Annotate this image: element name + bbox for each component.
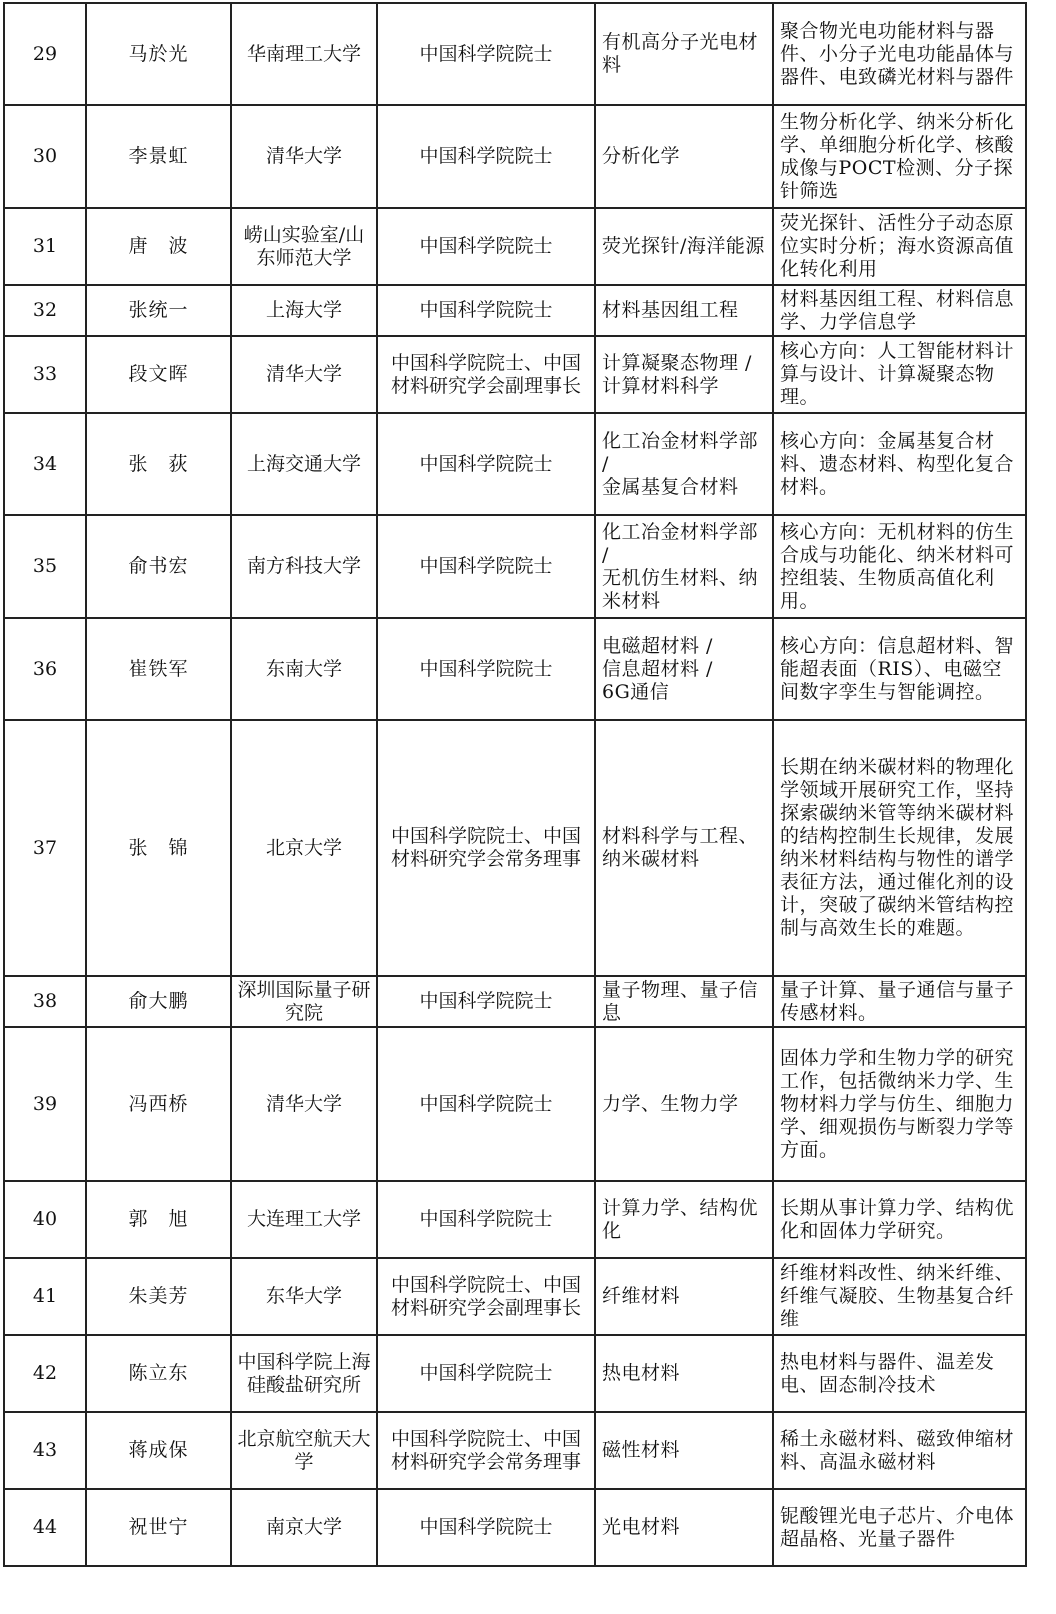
table-row [4,976,1026,1027]
table-row [4,413,1026,515]
academician-name: 段文晖 [86,336,231,413]
research-field: 光电材料 [595,1489,773,1566]
honor-title: 中国科学院院士 [377,3,595,105]
research-direction: 核心方向：无机材料的仿生合成与功能化、纳米材料可控组装、生物质高值化利用。 [773,515,1026,618]
honor-title: 中国科学院院士 [377,105,595,208]
academician-name: 祝世宁 [86,1489,231,1566]
row-number: 34 [4,413,86,515]
research-direction: 荧光探针、活性分子动态原位实时分析；海水资源高值化转化利用 [773,208,1026,285]
row-number: 44 [4,1489,86,1566]
research-direction: 稀土永磁材料、磁致伸缩材料、高温永磁材料 [773,1412,1026,1489]
row-number: 33 [4,336,86,413]
honor-title: 中国科学院院士、中国材料研究学会副理事长 [377,336,595,413]
affiliation: 中国科学院上海硅酸盐研究所 [231,1335,377,1412]
research-field: 热电材料 [595,1335,773,1412]
honor-title: 中国科学院院士 [377,515,595,618]
research-field: 材料科学与工程、纳米碳材料 [595,720,773,976]
affiliation: 大连理工大学 [231,1181,377,1258]
row-number: 35 [4,515,86,618]
affiliation: 华南理工大学 [231,3,377,105]
table-row [4,105,1026,208]
affiliation: 南方科技大学 [231,515,377,618]
affiliation: 深圳国际量子研究院 [231,976,377,1027]
table-row [4,336,1026,413]
table-row [4,1258,1026,1335]
research-field: 荧光探针/海洋能源 [595,208,773,285]
research-field: 材料基因组工程 [595,285,773,336]
affiliation: 清华大学 [231,1027,377,1181]
research-field: 化工冶金材料学部 / 无机仿生材料、纳米材料 [595,515,773,618]
research-direction: 固体力学和生物力学的研究工作，包括微纳米力学、生物材料力学与仿生、细胞力学、细观损伤与断裂力学等方面。 [773,1027,1026,1181]
table-row [4,208,1026,285]
research-field: 计算力学、结构优化 [595,1181,773,1258]
table-row [4,1027,1026,1181]
row-number: 41 [4,1258,86,1335]
table-row [4,618,1026,720]
academician-name: 冯西桥 [86,1027,231,1181]
research-direction: 材料基因组工程、材料信息学、力学信息学 [773,285,1026,336]
academician-name: 陈立东 [86,1335,231,1412]
honor-title: 中国科学院院士 [377,976,595,1027]
research-field: 磁性材料 [595,1412,773,1489]
research-field: 量子物理、量子信息 [595,976,773,1027]
academician-name: 崔铁军 [86,618,231,720]
academician-name: 张 锦 [86,720,231,976]
honor-title: 中国科学院院士 [377,618,595,720]
research-direction: 生物分析化学、纳米分析化学、单细胞分析化学、核酸成像与POCT检测、分子探针筛选 [773,105,1026,208]
research-field: 分析化学 [595,105,773,208]
row-number: 36 [4,618,86,720]
row-number: 40 [4,1181,86,1258]
honor-title: 中国科学院院士 [377,285,595,336]
academician-name: 马於光 [86,3,231,105]
research-field: 有机高分子光电材料 [595,3,773,105]
row-number: 29 [4,3,86,105]
research-direction: 聚合物光电功能材料与器件、小分子光电功能晶体与器件、电致磷光材料与器件 [773,3,1026,105]
research-field: 化工冶金材料学部 / 金属基复合材料 [595,413,773,515]
research-direction: 热电材料与器件、温差发电、固态制冷技术 [773,1335,1026,1412]
honor-title: 中国科学院院士、中国材料研究学会副理事长 [377,1258,595,1335]
academician-name: 俞书宏 [86,515,231,618]
table-row [4,1412,1026,1489]
table-row [4,1489,1026,1566]
academician-name: 郭 旭 [86,1181,231,1258]
research-direction: 核心方向：人工智能材料计算与设计、计算凝聚态物理。 [773,336,1026,413]
affiliation: 北京航空航天大学 [231,1412,377,1489]
affiliation: 清华大学 [231,105,377,208]
research-direction: 量子计算、量子通信与量子传感材料。 [773,976,1026,1027]
research-direction: 纤维材料改性、纳米纤维、纤维气凝胶、生物基复合纤维 [773,1258,1026,1335]
table-row [4,1335,1026,1412]
table-row [4,1181,1026,1258]
honor-title: 中国科学院院士 [377,208,595,285]
academician-name: 唐 波 [86,208,231,285]
table-body [4,3,1026,1566]
honor-title: 中国科学院院士 [377,1027,595,1181]
research-direction: 长期从事计算力学、结构优化和固体力学研究。 [773,1181,1026,1258]
affiliation: 崂山实验室/山东师范大学 [231,208,377,285]
research-direction: 核心方向：信息超材料、智能超表面（RIS）、电磁空间数字孪生与智能调控。 [773,618,1026,720]
academician-name: 俞大鹏 [86,976,231,1027]
table-row [4,285,1026,336]
affiliation: 东南大学 [231,618,377,720]
research-field: 纤维材料 [595,1258,773,1335]
affiliation: 上海交通大学 [231,413,377,515]
honor-title: 中国科学院院士 [377,1335,595,1412]
honor-title: 中国科学院院士 [377,1181,595,1258]
research-field: 力学、生物力学 [595,1027,773,1181]
row-number: 42 [4,1335,86,1412]
affiliation: 北京大学 [231,720,377,976]
row-number: 32 [4,285,86,336]
academician-name: 李景虹 [86,105,231,208]
academician-name: 蒋成保 [86,1412,231,1489]
research-field: 电磁超材料 / 信息超材料 / 6G通信 [595,618,773,720]
row-number: 43 [4,1412,86,1489]
research-direction: 长期在纳米碳材料的物理化学领域开展研究工作，坚持探索碳纳米管等纳米碳材料的结构控制生长规律，发展纳米材料结构与物性的谱学表征方法，通过催化剂的设计，突破了碳纳米管结构控制与高效生长的难题。 [773,720,1026,976]
table-row [4,3,1026,105]
table-row [4,515,1026,618]
research-direction: 核心方向：金属基复合材料、遗态材料、构型化复合材料。 [773,413,1026,515]
academician-table [3,2,1027,1567]
affiliation: 上海大学 [231,285,377,336]
row-number: 31 [4,208,86,285]
academician-name: 张统一 [86,285,231,336]
research-field: 计算凝聚态物理 / 计算材料科学 [595,336,773,413]
row-number: 38 [4,976,86,1027]
affiliation: 南京大学 [231,1489,377,1566]
affiliation: 清华大学 [231,336,377,413]
honor-title: 中国科学院院士、中国材料研究学会常务理事 [377,720,595,976]
research-direction: 铌酸锂光电子芯片、介电体超晶格、光量子器件 [773,1489,1026,1566]
honor-title: 中国科学院院士 [377,1489,595,1566]
honor-title: 中国科学院院士 [377,413,595,515]
honor-title: 中国科学院院士、中国材料研究学会常务理事 [377,1412,595,1489]
table-row [4,720,1026,976]
row-number: 30 [4,105,86,208]
row-number: 39 [4,1027,86,1181]
academician-name: 朱美芳 [86,1258,231,1335]
academician-name: 张 荻 [86,413,231,515]
affiliation: 东华大学 [231,1258,377,1335]
row-number: 37 [4,720,86,976]
